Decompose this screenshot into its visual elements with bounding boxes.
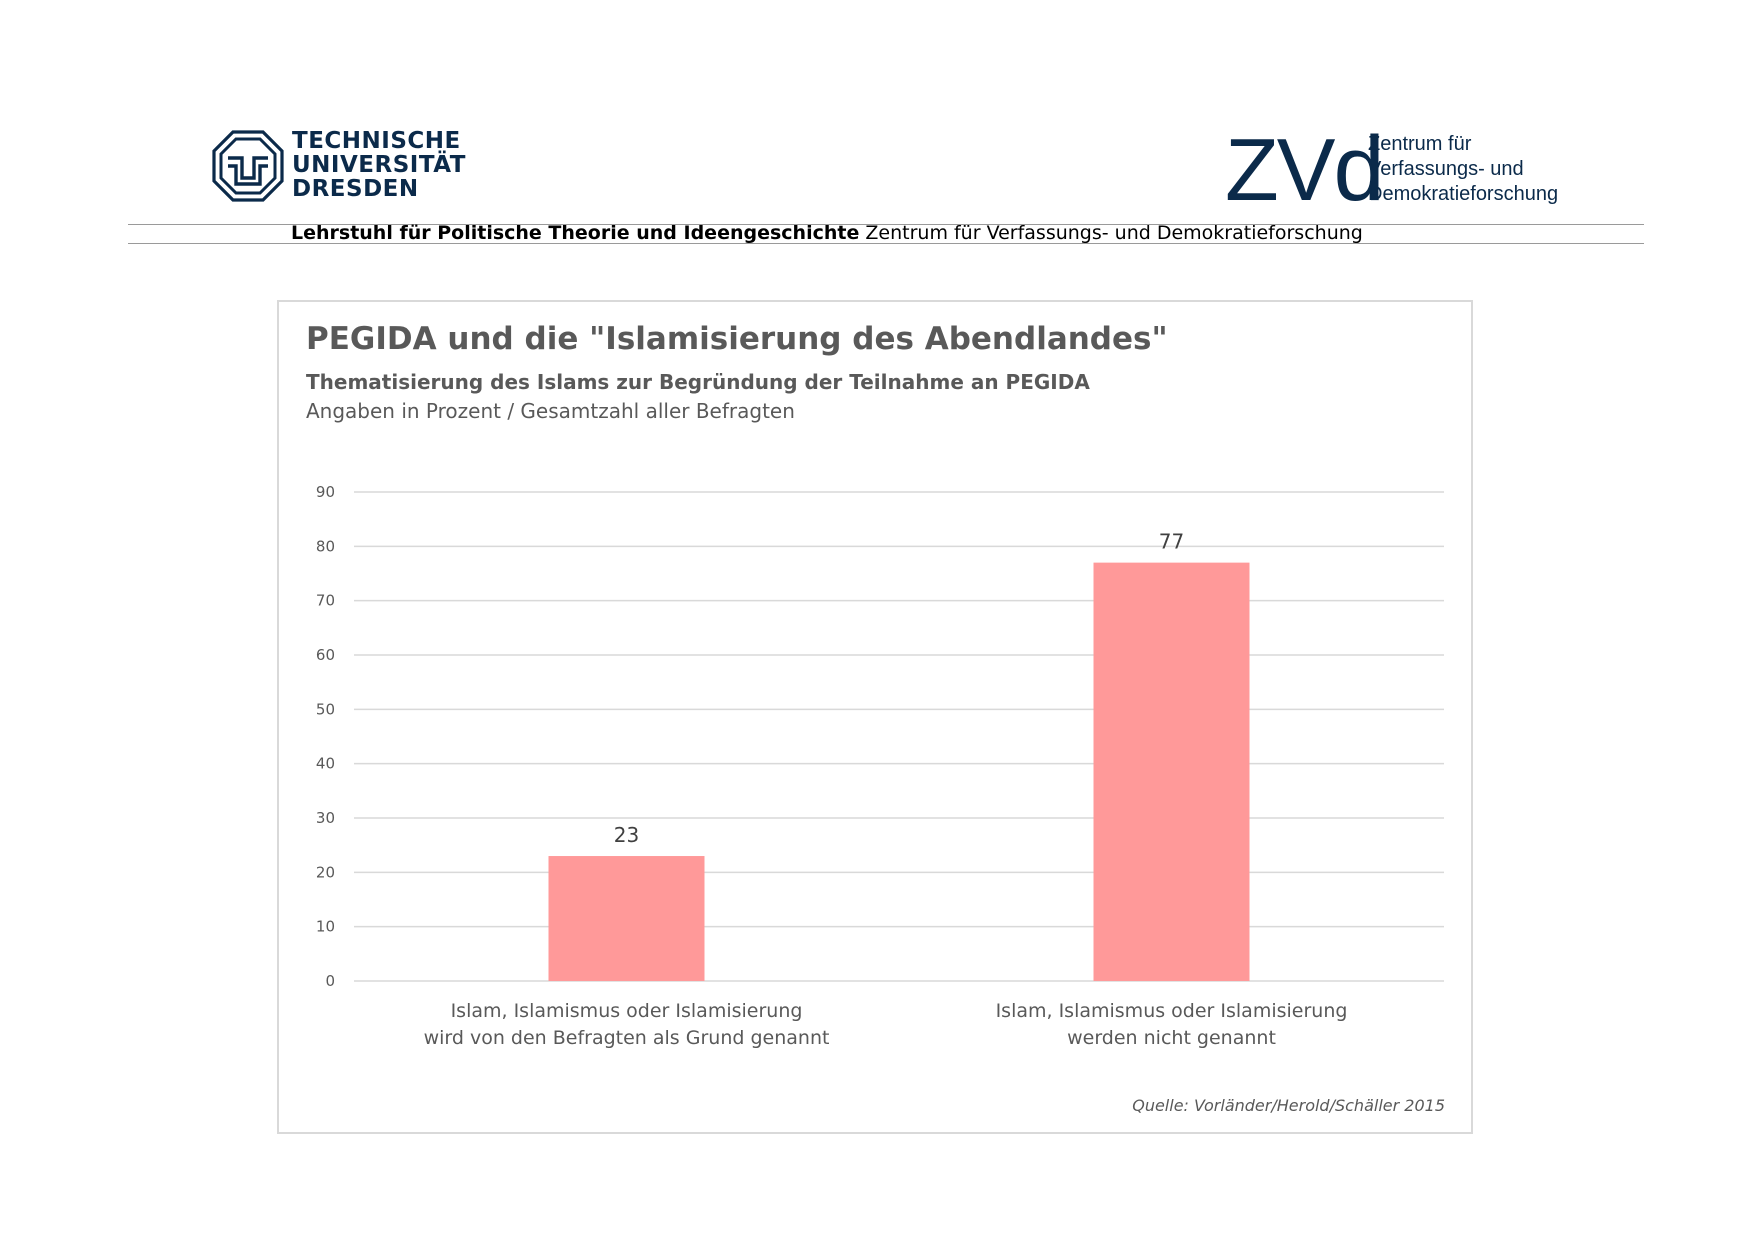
tud-line-2: UNIVERSITÄT [292,152,466,178]
y-tick-label: 0 [325,972,335,990]
data-label: 23 [613,823,640,848]
y-tick-label: 10 [315,917,335,936]
y-tick-label: 60 [315,646,335,664]
header-rule-bottom [128,243,1644,244]
x-category-label: wird von den Befragten als Grund genannt [423,1027,830,1049]
y-tick-label: 40 [315,754,335,773]
y-tick-label: 50 [315,700,335,719]
chart-subtitle: Thematisierung des Islams zur Begründung der Teilnahme an PEGIDA [306,370,1090,394]
tu-dresden-seal-icon [212,130,284,202]
chart-note: Angaben in Prozent / Gesamtzahl aller Befragten [306,399,795,423]
zvd-line-1: Zentrum für [1368,133,1472,155]
bar-chart [290,470,1460,1070]
zvd-logo-mark: ZVd [1225,118,1383,220]
y-tick-label: 70 [315,591,335,610]
affiliation-line [291,221,1363,245]
zvd-line-3: Demokratieforschung [1368,183,1559,205]
data-label: 77 [1158,529,1185,554]
x-category-label: werden nicht genannt [1067,1027,1276,1049]
bar [549,856,705,981]
y-tick-label: 90 [315,483,335,501]
y-tick-label: 20 [315,863,335,882]
tud-line-3: DRESDEN [292,176,419,202]
x-axis-categories [424,1000,1348,1049]
x-category-label: Islam, Islamismus oder Islamisierung [450,1000,803,1022]
chart-title: PEGIDA und die "Islamisierung des Abendlandes" [306,321,1168,357]
y-tick-label: 80 [315,537,335,556]
chart-source: Quelle: Vorländer/Herold/Schäller 2015 [1132,1096,1445,1115]
affiliation-center: Zentrum für Verfassungs- und Demokratieforschung [865,222,1363,244]
y-tick-label: 30 [315,809,335,827]
x-category-label: Islam, Islamismus oder Islamisierung [995,1000,1348,1022]
y-axis-ticks [316,483,335,990]
affiliation-chair: Lehrstuhl für Politische Theorie und Ideengeschichte [291,222,860,244]
tu-dresden-wordmark [292,129,466,201]
zvd-line-2: Verfassungs- und [1368,158,1524,180]
tud-line-1: TECHNISCHE [292,128,461,154]
bar [1094,563,1250,981]
gridlines [354,492,1444,981]
zvd-wordmark [1368,132,1558,207]
bars [549,563,1250,981]
